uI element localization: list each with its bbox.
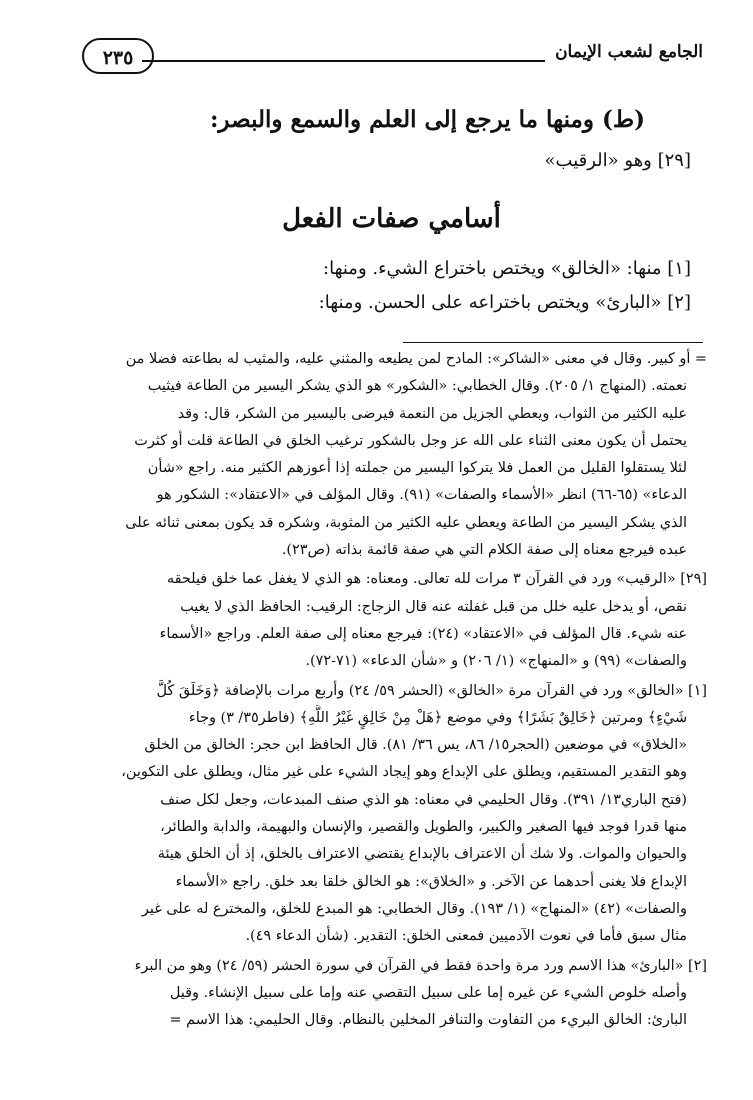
footnote-1: [36, 678, 707, 951]
footnote-line: وأصله خلوص الشيء عن غيره إما على سبيل التقصي عنه وإما على سبيل الإنشاء. وقيل: [169, 984, 687, 1001]
footnote-line: شَيْءٍ﴾ ومرتين ﴿خَالِقٌ بَشَرًا﴾ وفي موضع ﴿هَلْ مِنْ خَالِقٍ غَيْرُ اللَّهِ﴾ (فاطر٣٥/ ٣) وجاء: [188, 709, 687, 726]
item-1-line: [١] منها: «الخالق» ويختص باختراع الشيء. ومنها:: [323, 258, 691, 279]
footnote-line: نعمته. (المنهاج ١/ ٢٠٥). وقال الخطابي: «الشكور» هو الذي يشكر اليسير من الطاعة فيثيب: [147, 378, 687, 395]
footnote-line: يحتمل أن يكون معنى الثناء على الله عز وجل بالشكور ترغيب الخلق في الطاعة قلت أو كثرت: [134, 432, 687, 449]
footnote-line: منها قدرا فوجد فيها الصغير والكبير، والطويل والقصير، والإنسان والبهيمة، والدابة والطائر،: [160, 819, 687, 836]
page-number: ٢٣٥: [82, 38, 154, 74]
item-29-line: [٢٩] وهو «الرقيب»: [544, 150, 691, 171]
footnote-line: مثال سبق فأما في نعوت الآدميين فمعنى الخلق: التقدير. (شأن الدعاء ٤٩).: [245, 928, 687, 945]
footnote-line: الدعاء» (٦٥-٦٦) انظر «الأسماء والصفات» (٩١). وقال المؤلف في «الاعتقاد»: الشكور هو: [156, 487, 687, 504]
footnotes: [36, 346, 707, 1036]
footnote-line: عليه الكثير من الثواب، ويعطي الجزيل من النعمة فيرضى باليسير من الشكر، قال: وقد: [177, 405, 687, 422]
footnote-line: الذي يشكر اليسير من الطاعة ويعطي عليه الكثير من المثوبة، وشكره قد يكون بمعنى ثنائه على: [125, 514, 687, 531]
footnote-29: [36, 566, 707, 675]
footnote-line: [٢٩] «الرقيب» ورد في القرآن ٣ مرات لله تعالى. ومعناه: هو الذي لا يغفل عما خلق فيلحقه: [166, 571, 707, 588]
footnote-2: [36, 953, 707, 1035]
footnote-line: عنه شيء. قال المؤلف في «الاعتقاد» (٢٤): فيرجع معناه إلى صفة العلم. وراجع «الأسماء: [159, 625, 687, 642]
subsection-heading: أسامي صفات الفعل: [282, 204, 501, 234]
footnote-line: والصفات» (٤٢) «المنهاج» (١/ ١٩٣). وقال الخطابي: هو المبدع للخلق، والمخترع له على غير: [141, 900, 687, 917]
item-2-line: [٢] «البارئ» ويختص باختراعه على الحسن. ومنها:: [318, 292, 691, 313]
footnote-line: عبده فيرجع معناه إلى صفة الكلام التي هي صفة قائمة بذاته (ص٢٣).: [281, 542, 687, 559]
footnote-line: [١] «الخالق» ورد في القرآن مرة «الخالق» (الحشر ٥٩/ ٢٤) وأربع مرات بالإضافة ﴿وَخَلَقَ كُلَّ: [156, 682, 707, 699]
footnote-line: والصفات» (٩٩) و «المنهاج» (١/ ٢٠٦) و «شأن الدعاء» (٧١-٧٢).: [305, 653, 687, 670]
book-title: الجامع لشعب الإيمان: [555, 42, 703, 62]
main-text: [80, 100, 703, 320]
footnote-separator: [403, 342, 703, 343]
section-heading: (ط) ومنها ما يرجع إلى العلم والسمع والبصر:: [209, 106, 645, 133]
footnote-line: = أو كبير. وقال في معنى «الشاكر»: المادح لمن يطيعه والمثني عليه، والمثيب له بطاعته فضلا من: [125, 351, 707, 367]
footnote-line: والحيوان والموات. ولا شك أن الاعتراف بالإبداع يقتضي الاعتراف بالخلق، إذ أن الخلق هيئة: [157, 846, 687, 863]
footnote-line: (فتح الباري١٣/ ٣٩١). وقال الحليمي في معناه: هو الذي صنف المبدعات، وجعل لكل صنف: [160, 791, 687, 808]
footnote-line: وهو التقدير المستقيم، ويطلق على الإبداع وهو إيجاد الشيء على غير مثال، ويطلق على التكوين،: [121, 764, 687, 781]
footnote-line: لئلا يستقلوا القليل من العمل فلا يتركوا اليسير من جملته إذا أعوزهم الكثير منه. راجع «شأن: [147, 460, 687, 477]
running-header: [82, 38, 703, 78]
footnote-line: البارئ: الخالق البريء من التفاوت والتنافر المخلين بالنظام. وقال الحليمي: هذا الاسم =: [169, 1012, 687, 1029]
header-rule: [142, 60, 545, 62]
footnote-line: [٢] «البارئ» هذا الاسم ورد مرة واحدة فقط في القرآن في سورة الحشر (٥٩/ ٢٤) وهو من البرء: [134, 957, 707, 974]
footnote-line: «الخلاق» في موضعين (الحجر١٥/ ٨٦، يس ٣٦/ ٨١). قال الحافظ ابن حجر: الخالق من الخلق: [144, 737, 687, 754]
footnote-line: نقص، أو يدخل عليه خلل من قبل غفلته عنه قال الزجاج: الرقيب: الحافظ الذي لا يغيب: [180, 598, 687, 615]
footnote-line: الإبداع فلا يغنى أحدهما عن الآخر. و «الخلاق»: هو الخالق خلقا بعد خلق. راجع «الأسماء: [175, 873, 687, 890]
footnote-continuation: [36, 346, 707, 564]
